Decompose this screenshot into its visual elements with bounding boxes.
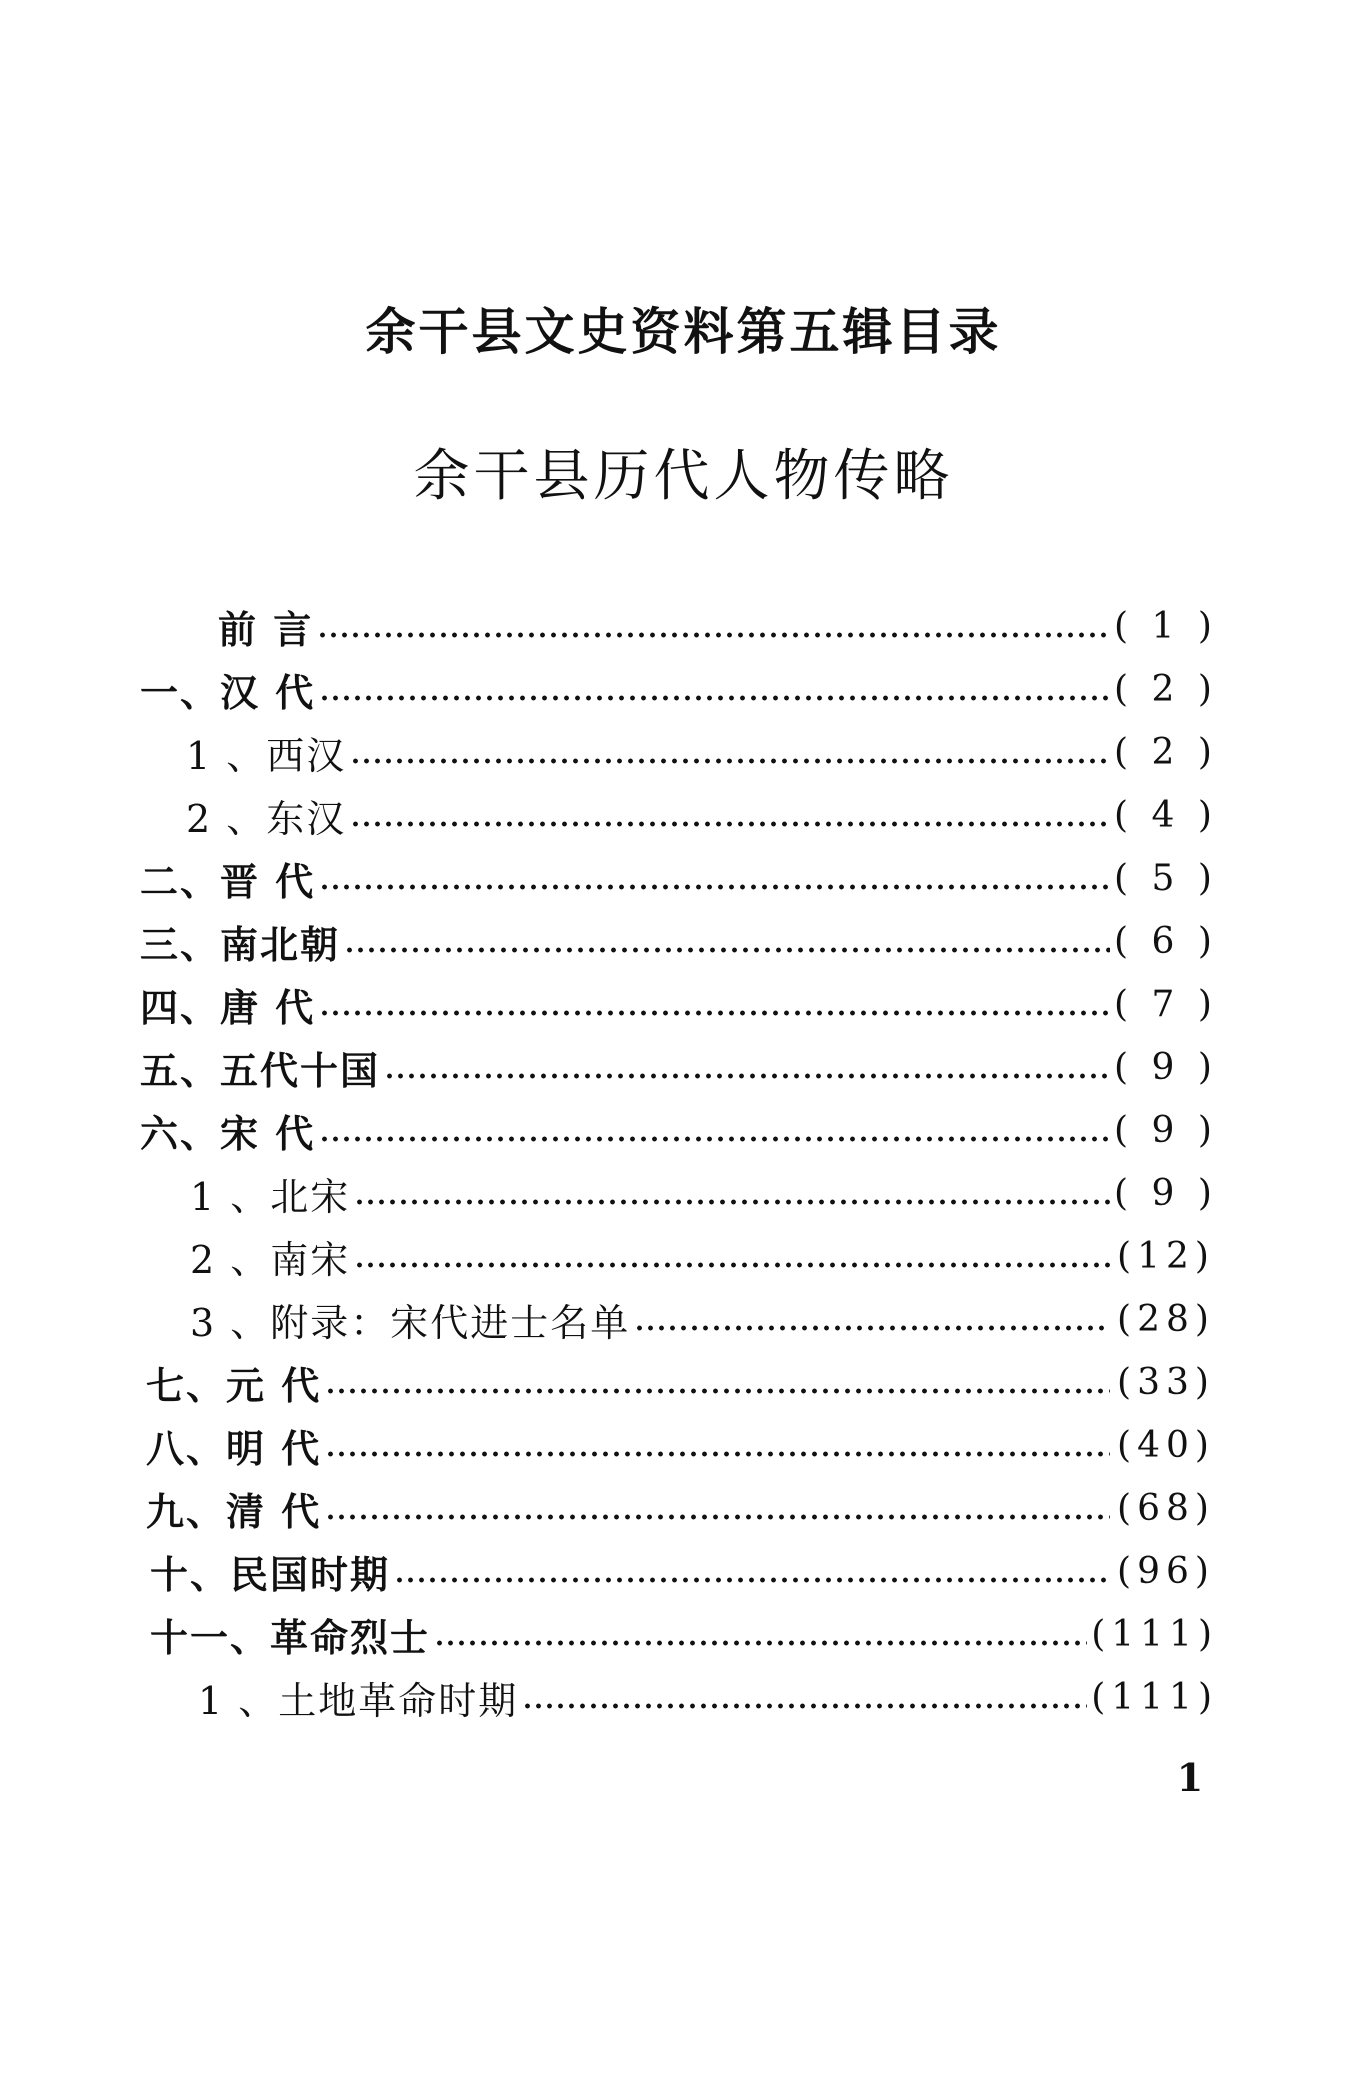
toc-entry-page: ( 2 ) (1114, 668, 1218, 710)
leader-dots (354, 1226, 1110, 1286)
page-number: 1 (1176, 1755, 1204, 1800)
toc-entry (146, 1478, 1218, 1538)
toc-entry-label: 十一、革命烈士 (150, 1615, 431, 1660)
toc-entry-label: 五、五代十国 (140, 1048, 381, 1093)
toc-entry-label: 四、唐 代 (140, 985, 316, 1030)
toc-entry-label: 前 言 (218, 607, 314, 652)
leader-dots (319, 1100, 1110, 1160)
leader-dots (325, 1478, 1110, 1538)
toc-entry-label: 2 、南宋 (190, 1237, 351, 1282)
leader-dots (319, 974, 1110, 1034)
toc-entry-page: ( 6 ) (1114, 920, 1218, 962)
toc-entry (186, 722, 1218, 782)
toc-entry-label: 三、南北朝 (140, 922, 341, 967)
toc-entry (146, 1352, 1218, 1412)
toc-entry (190, 1226, 1218, 1286)
toc-entry-page: (111) (1091, 1613, 1218, 1655)
toc-entry (146, 1415, 1218, 1475)
toc-entry (150, 1604, 1218, 1664)
leader-dots (394, 1541, 1110, 1601)
toc-entry-label: 2 、东汉 (186, 796, 347, 841)
toc-entry (140, 974, 1218, 1034)
toc-entry-label: 六、宋 代 (140, 1111, 316, 1156)
toc-entry (140, 911, 1218, 971)
toc-entry (150, 1541, 1218, 1601)
leader-dots (344, 911, 1110, 971)
toc-entry-label: 七、元 代 (146, 1363, 322, 1408)
toc-entry (186, 785, 1218, 845)
toc-entry-label: 二、晋 代 (140, 859, 316, 904)
toc-entry (190, 1289, 1218, 1349)
toc-entry-label: 3 、附录：宋代进士名单 (190, 1300, 631, 1345)
leader-dots (434, 1604, 1087, 1664)
toc-entry-page: (96) (1117, 1550, 1215, 1592)
toc-entry-page: ( 1 ) (1114, 605, 1218, 647)
toc-entry-page: (28) (1117, 1298, 1215, 1340)
leader-dots (319, 659, 1110, 719)
toc-entry (140, 1100, 1218, 1160)
leader-dots (350, 722, 1110, 782)
leader-dots (325, 1415, 1110, 1475)
toc-entry (140, 659, 1218, 719)
leader-dots (354, 1163, 1110, 1223)
toc-entry (218, 596, 1218, 656)
toc-entry-page: ( 9 ) (1114, 1109, 1218, 1151)
toc-entry-label: 九、清 代 (146, 1489, 322, 1534)
toc-entry-page: ( 5 ) (1114, 857, 1218, 899)
toc-entry-label: 1 、西汉 (186, 733, 347, 778)
toc-entry-page: ( 2 ) (1114, 731, 1218, 773)
toc-entry-page: ( 9 ) (1114, 1172, 1218, 1214)
leader-dots (317, 596, 1110, 656)
document-subtitle: 余干县历代人物传略 (413, 444, 954, 509)
toc-entry-label: 1 、北宋 (190, 1174, 351, 1219)
toc-entry (190, 1163, 1218, 1223)
toc-entry-page: (111) (1091, 1676, 1218, 1718)
leader-dots (325, 1352, 1110, 1412)
leader-dots (319, 848, 1110, 908)
leader-dots (522, 1667, 1087, 1727)
leader-dots (350, 785, 1110, 845)
toc-entry-label: 一、汉 代 (140, 670, 316, 715)
toc-entry-label: 1 、土地革命时期 (198, 1678, 519, 1723)
toc-entry (140, 1037, 1218, 1097)
toc-entry-page: (12) (1117, 1235, 1215, 1277)
toc-entry (198, 1667, 1218, 1727)
document-title: 余干县文史资料第五辑目录 (365, 303, 1002, 361)
toc-entry-page: (33) (1117, 1361, 1215, 1403)
toc-entry-page: (40) (1117, 1424, 1215, 1466)
toc-entry-label: 八、明 代 (146, 1426, 322, 1471)
toc-entry-page: ( 4 ) (1114, 794, 1218, 836)
toc-entry-label: 十、民国时期 (150, 1552, 391, 1597)
toc-entry (140, 848, 1218, 908)
leader-dots (384, 1037, 1110, 1097)
toc-entry-page: (68) (1117, 1487, 1215, 1529)
toc-entry-page: ( 9 ) (1114, 1046, 1218, 1088)
leader-dots (634, 1289, 1110, 1349)
toc-entry-page: ( 7 ) (1114, 983, 1218, 1025)
